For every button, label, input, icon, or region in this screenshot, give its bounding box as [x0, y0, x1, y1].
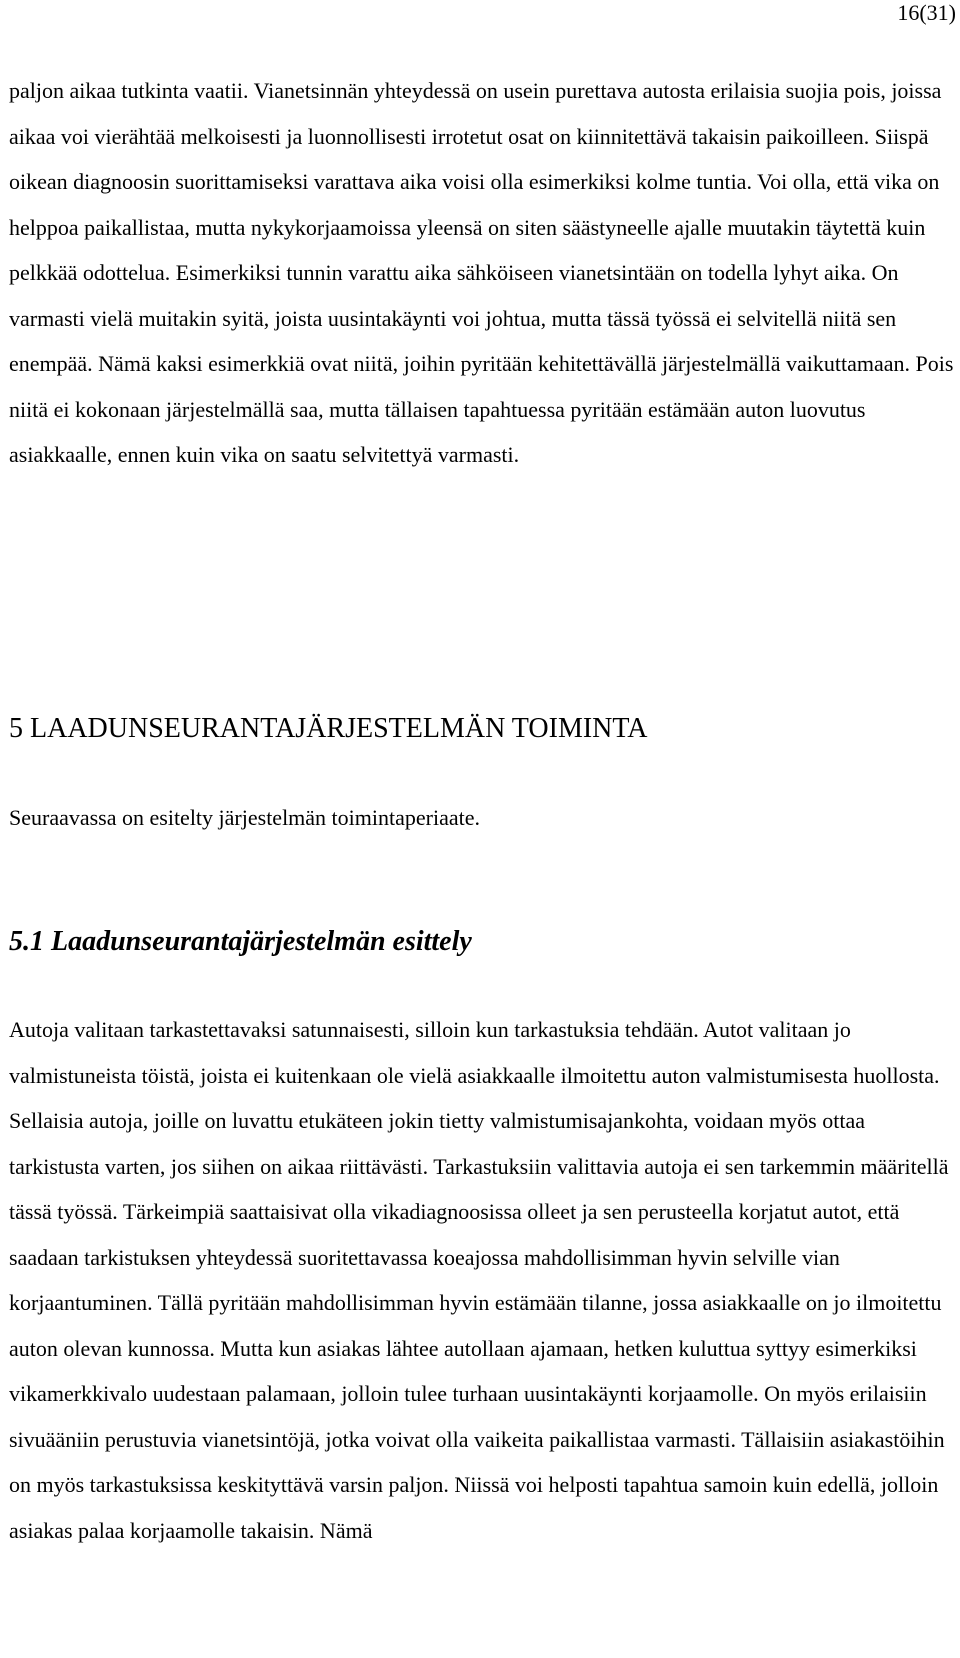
subsection-heading-5-1: 5.1 Laadunseurantajärjestelmän esittely — [9, 926, 472, 957]
page-number: 16(31) — [897, 0, 956, 25]
body-paragraph-3: Autoja valitaan tarkastettavaksi satunnaisesti, silloin kun tarkastuksia tehdään. Autot valitaan jo valmistuneista töistä, joista ei kuitenkaan ole vielä asiakkaalle ilmoitettu auton valmistumisesta huollosta. Sellaisia autoja, joille on luvattu etukäteen jokin tietty valmistumisajankohta, voidaan myös ottaa tarkistusta varten, jos siihen on aikaa riittävästi. Tarkastuksiin valittavia autoja ei sen tarkemmin määritellä tässä työssä. Tärkeimpiä saattaisivat olla vikadiagnoosissa olleet ja sen perusteella korjatut autot, että saadaan tarkistuksen yhteydessä suoritettavassa koeajossa mahdollisimman hyvin selville vian korjaantuminen. Tällä pyritään mahdollisimman hyvin estämään tilanne, jossa asiakkaalle on jo ilmoitettu auton olevan kunnossa. Mutta kun asiakas lähtee autollaan ajamaan, hetken kuluttua syttyy esimerkiksi vikamerkkivalo uudestaan palamaan, jolloin tulee turhaan uusintakäynti korjaamolle. On myös erilaisiin sivuääniin perustuvia vianetsintöjä, jotka voivat olla vaikeita paikallistaa varmasti. Tällaisiin asiakastöihin on myös tarkastuksissa keskityttävä varsin paljon. Niissä voi helposti tapahtua samoin kuin edellä, jolloin asiakas palaa korjaamolle takaisin. Nämä — [9, 1017, 949, 1543]
body-paragraph-1: paljon aikaa tutkinta vaatii. Vianetsinnän yhteydessä on usein purettava autosta erilaisia suojia pois, joissa aikaa voi vierähtää melkoisesti ja luonnollisesti irrotetut osat on kiinnitettävä takaisin paikoilleen. Siispä oikean diagnoosin suorittamiseksi varattava aika voisi olla esimerkiksi kolme tuntia. Voi olla, että vika on helppoa paikallistaa, mutta nykykorjaamoissa yleensä on siten säästyneelle ajalle muutakin täytettä kuin pelkkää odottelua. Esimerkiksi tunnin varattu aika sähköiseen vianetsintään on todella lyhyt aika. On varmasti vielä muitakin syitä, joista uusintakäynti voi johtua, mutta tässä työssä ei selvitellä niitä sen enempää. Nämä kaksi esimerkkiä ovat niitä, joihin pyritään kehitettävällä järjestelmällä vaikuttamaan. Pois niitä ei kokonaan järjestelmällä saa, mutta tällaisen tapahtuessa pyritään estämään auton luovutus asiakkaalle, ennen kuin vika on saatu selvitettyä varmasti. — [9, 78, 954, 467]
section-heading-5: 5 LAADUNSEURANTAJÄRJESTELMÄN TOIMINTA — [9, 713, 648, 744]
body-paragraph-2: Seuraavassa on esitelty järjestelmän toimintaperiaate. — [9, 805, 480, 830]
